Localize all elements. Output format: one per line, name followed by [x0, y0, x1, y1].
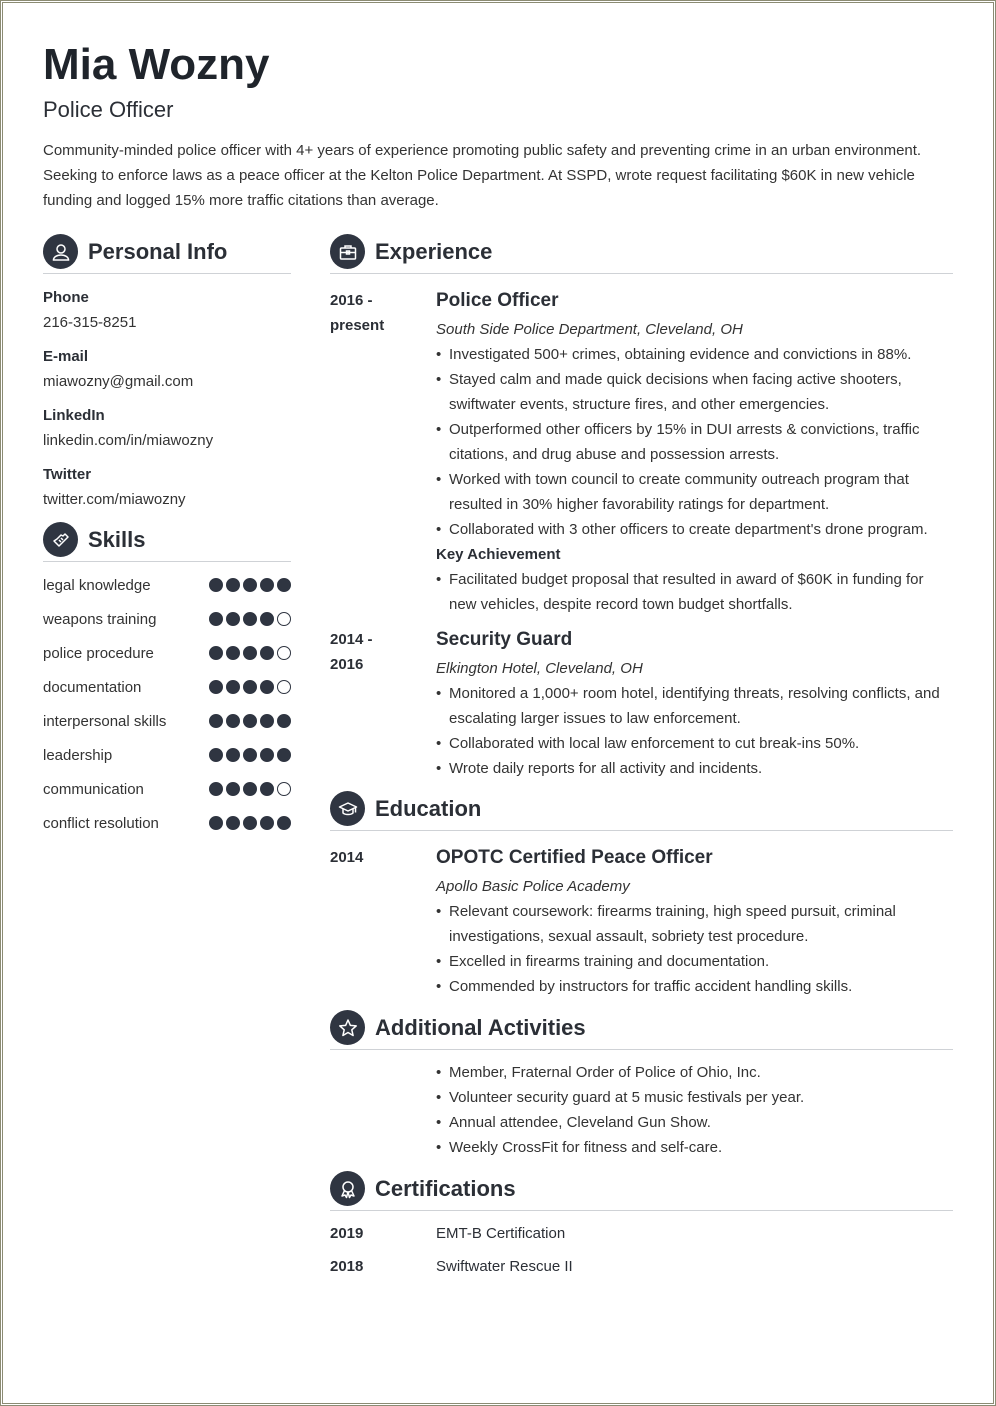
- cert-date: 2018: [330, 1257, 364, 1275]
- info-label: Phone: [43, 289, 89, 306]
- education-bullets: [436, 899, 953, 999]
- email-value: miawozny@gmail.com: [43, 373, 194, 390]
- skill-rating: [209, 816, 291, 830]
- activities-header: [330, 1010, 953, 1045]
- rating-dot-filled: [243, 748, 257, 762]
- bullet-item: • Commended by instructors for traffic accident handling skills.: [436, 974, 953, 999]
- cert-name: Swiftwater Rescue II: [436, 1257, 573, 1275]
- right-column: [330, 234, 953, 1283]
- star-icon: [330, 1010, 365, 1045]
- skill-name: documentation: [43, 678, 142, 696]
- rating-dot-filled: [243, 646, 257, 660]
- activities-bullets: [436, 1060, 953, 1160]
- rating-dot-filled: [277, 578, 291, 592]
- job-title: Police Officer: [436, 290, 559, 311]
- school-name: Apollo Basic Police Academy: [436, 878, 630, 895]
- education-header: [330, 791, 953, 826]
- activities-title: Additional Activities: [375, 1014, 586, 1040]
- job-body: [436, 627, 953, 781]
- skill-name: conflict resolution: [43, 814, 159, 832]
- job-org: South Side Police Department, Cleveland, OH: [436, 321, 743, 338]
- bullet-item: • Worked with town council to create community outreach program that resulted in 30% higher favorability ratings for department.: [436, 467, 953, 517]
- degree-title: OPOTC Certified Peace Officer: [436, 847, 713, 868]
- job-org: Elkington Hotel, Cleveland, OH: [436, 660, 643, 677]
- rating-dot-empty: [277, 782, 291, 796]
- rating-dot-filled: [226, 680, 240, 694]
- section-divider: [330, 273, 953, 274]
- rating-dot-empty: [277, 646, 291, 660]
- skill-rating: [209, 646, 291, 660]
- resume-header: [43, 40, 953, 213]
- section-divider: [43, 561, 291, 562]
- skills-header: [43, 522, 291, 557]
- skill-row: [43, 772, 291, 806]
- section-divider: [330, 1210, 953, 1211]
- bullet-item: • Monitored a 1,000+ room hotel, identifying threats, resolving conflicts, and escalating larger issues to law enforcement.: [436, 681, 953, 731]
- rating-dot-filled: [243, 578, 257, 592]
- bullet-item: • Investigated 500+ crimes, obtaining evidence and convictions in 88%.: [436, 342, 953, 367]
- job-date: [330, 288, 436, 617]
- skills-list: [43, 568, 291, 840]
- rating-dot-filled: [260, 646, 274, 660]
- rating-dot-filled: [209, 680, 223, 694]
- info-twitter: [43, 465, 291, 510]
- rating-dot-filled: [260, 816, 274, 830]
- skill-name: police procedure: [43, 644, 154, 662]
- info-label: LinkedIn: [43, 407, 105, 424]
- rating-dot-filled: [243, 816, 257, 830]
- job-body: [436, 288, 953, 617]
- rating-dot-filled: [226, 578, 240, 592]
- rating-dot-filled: [226, 816, 240, 830]
- rating-dot-filled: [226, 714, 240, 728]
- education-body: [436, 845, 953, 999]
- skill-rating: [209, 578, 291, 592]
- left-column: [43, 234, 291, 840]
- handshake-icon: [43, 522, 78, 557]
- bullet-item: • Collaborated with local law enforcement to cut break-ins 50%.: [436, 731, 953, 756]
- date-end: present: [330, 317, 385, 334]
- skill-name: interpersonal skills: [43, 712, 167, 730]
- job-bullets: [436, 342, 953, 542]
- job-date: [330, 627, 436, 781]
- rating-dot-filled: [277, 714, 291, 728]
- bullet-item: • Volunteer security guard at 5 music festivals per year.: [436, 1085, 953, 1110]
- rating-dot-filled: [209, 612, 223, 626]
- twitter-value: twitter.com/miawozny: [43, 491, 186, 508]
- job-entry: [330, 288, 953, 617]
- date-start: 2016 -: [330, 292, 373, 309]
- graduation-cap-icon: [330, 791, 365, 826]
- personal-info-header: [43, 234, 291, 269]
- rating-dot-filled: [277, 816, 291, 830]
- skill-rating: [209, 714, 291, 728]
- certifications-title: Certifications: [375, 1175, 516, 1201]
- person-icon: [43, 234, 78, 269]
- info-email: [43, 347, 291, 392]
- rating-dot-filled: [226, 646, 240, 660]
- rating-dot-filled: [260, 612, 274, 626]
- cert-date: 2019: [330, 1224, 364, 1242]
- info-label: Twitter: [43, 466, 92, 483]
- certification-row: [330, 1250, 953, 1283]
- bullet-item: • Facilitated budget proposal that resulted in award of $60K in funding for new vehicles, despite record town budget shortfalls.: [436, 567, 953, 617]
- rating-dot-filled: [226, 612, 240, 626]
- skill-rating: [209, 782, 291, 796]
- info-label: E-mail: [43, 348, 89, 365]
- rating-dot-filled: [209, 816, 223, 830]
- rating-dot-filled: [209, 782, 223, 796]
- phone-value: 216-315-8251: [43, 314, 137, 331]
- bullet-item: • Outperformed other officers by 15% in DUI arrests & convictions, traffic citations, and drug abuse and possession arrests.: [436, 417, 953, 467]
- candidate-name: Mia Wozny: [43, 40, 270, 89]
- bullet-item: • Excelled in firearms training and documentation.: [436, 949, 953, 974]
- bullet-item: • Member, Fraternal Order of Police of Ohio, Inc.: [436, 1060, 953, 1085]
- skill-rating: [209, 748, 291, 762]
- bullet-item: • Annual attendee, Cleveland Gun Show.: [436, 1110, 953, 1135]
- bullet-item: • Wrote daily reports for all activity and incidents.: [436, 756, 953, 781]
- rating-dot-filled: [226, 782, 240, 796]
- rating-dot-filled: [260, 578, 274, 592]
- rating-dot-filled: [277, 748, 291, 762]
- rating-dot-filled: [209, 646, 223, 660]
- skill-row: [43, 568, 291, 602]
- rating-dot-filled: [209, 748, 223, 762]
- skill-rating: [209, 680, 291, 694]
- info-linkedin: [43, 406, 291, 451]
- cert-name: EMT-B Certification: [436, 1224, 566, 1242]
- rating-dot-filled: [243, 612, 257, 626]
- date-end: 2016: [330, 656, 364, 673]
- skill-name: communication: [43, 780, 144, 798]
- section-divider: [330, 830, 953, 831]
- rating-dot-filled: [243, 782, 257, 796]
- skills-title: Skills: [88, 526, 146, 552]
- education-title: Education: [375, 795, 482, 821]
- section-divider: [43, 273, 291, 274]
- certifications-header: [330, 1171, 953, 1206]
- job-title: Security Guard: [436, 629, 573, 650]
- rating-dot-filled: [226, 748, 240, 762]
- rating-dot-filled: [243, 680, 257, 694]
- bullet-item: • Relevant coursework: firearms training, high speed pursuit, criminal investigations, sexual assault, sobriety test procedure.: [436, 899, 953, 949]
- skill-row: [43, 738, 291, 772]
- activities-entry: [330, 1060, 953, 1160]
- skill-row: [43, 704, 291, 738]
- skill-row: [43, 602, 291, 636]
- skill-rating: [209, 612, 291, 626]
- candidate-role: Police Officer: [43, 97, 174, 122]
- award-ribbon-icon: [330, 1171, 365, 1206]
- rating-dot-filled: [260, 782, 274, 796]
- skill-name: leadership: [43, 746, 113, 764]
- certification-row: [330, 1217, 953, 1250]
- education-entry: [330, 845, 953, 999]
- skill-row: [43, 806, 291, 840]
- key-achievement-label: Key Achievement: [436, 546, 561, 563]
- personal-info-title: Personal Info: [88, 238, 228, 264]
- certifications-list: [330, 1217, 953, 1283]
- date-start: 2014 -: [330, 631, 373, 648]
- rating-dot-filled: [243, 714, 257, 728]
- activities-body: [436, 1060, 953, 1160]
- linkedin-value: linkedin.com/in/miawozny: [43, 432, 214, 449]
- activities-date-spacer: [330, 1060, 436, 1160]
- section-divider: [330, 1049, 953, 1050]
- rating-dot-filled: [260, 714, 274, 728]
- briefcase-icon: [330, 234, 365, 269]
- summary-paragraph: Community-minded police officer with 4+ years of experience promoting public safety and preventing crime in an urban environment. Seeking to enforce laws as a peace officer at the Kelton Police Department. At SSPD, wrote request facilitating $60K in new vehicle funding and logged 15% more traffic citations than average.: [43, 142, 922, 209]
- skill-row: [43, 636, 291, 670]
- rating-dot-filled: [209, 714, 223, 728]
- rating-dot-filled: [260, 680, 274, 694]
- key-achievement-bullets: [436, 567, 953, 617]
- rating-dot-empty: [277, 680, 291, 694]
- rating-dot-empty: [277, 612, 291, 626]
- bullet-item: • Collaborated with 3 other officers to create department's drone program.: [436, 517, 953, 542]
- skill-row: [43, 670, 291, 704]
- bullet-item: • Stayed calm and made quick decisions when facing active shooters, swiftwater events, structure fires, and other emergencies.: [436, 367, 953, 417]
- experience-title: Experience: [375, 238, 493, 264]
- experience-header: [330, 234, 953, 269]
- job-bullets: [436, 681, 953, 781]
- skill-name: legal knowledge: [43, 576, 151, 594]
- bullet-item: • Weekly CrossFit for fitness and self-care.: [436, 1135, 953, 1160]
- info-phone: [43, 288, 291, 333]
- skill-name: weapons training: [43, 610, 157, 628]
- education-date: 2014: [330, 849, 364, 866]
- rating-dot-filled: [209, 578, 223, 592]
- job-entry: [330, 627, 953, 781]
- rating-dot-filled: [260, 748, 274, 762]
